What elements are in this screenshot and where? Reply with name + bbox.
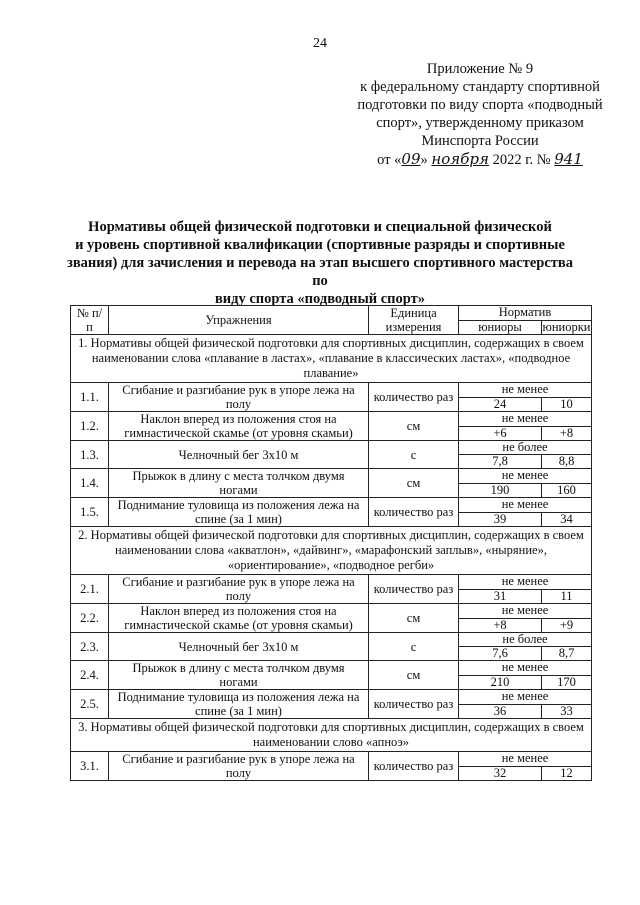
criterion: не менее: [459, 604, 592, 619]
norms-table: [70, 305, 592, 781]
table-row: [71, 498, 592, 513]
value-juniors-m: 31: [459, 589, 542, 604]
section-title: 1. Нормативы общей физической подготовки для спортивных дисциплин, содержащих в своем наименовании слова «плавание в ластах», «плавание в классических ластах», «подводное плавание»: [71, 335, 592, 383]
criterion: не более: [459, 441, 592, 455]
exercise-name: Челночный бег 3х10 м: [109, 441, 369, 469]
row-number: 2.1.: [71, 575, 109, 604]
appendix-line: подготовки по виду спорта «подводный: [357, 97, 603, 113]
handwritten-month: ноября: [431, 150, 489, 168]
value-juniors-f: +9: [542, 618, 592, 633]
exercise-name: Наклон вперед из положения стоя на гимнастической скамье (от уровня скамьи): [109, 412, 369, 441]
criterion: не менее: [459, 383, 592, 398]
unit: количество раз: [369, 383, 459, 412]
date-day-suffix: »: [420, 152, 428, 168]
row-number: 1.1.: [71, 383, 109, 412]
value-juniors-m: 32: [459, 766, 542, 781]
value-juniors-f: 8,8: [542, 455, 592, 469]
value-juniors-f: 33: [542, 704, 592, 719]
value-juniors-m: 24: [459, 397, 542, 412]
value-juniors-m: 7,6: [459, 647, 542, 661]
criterion: не менее: [459, 412, 592, 427]
table-row: [71, 752, 592, 767]
page-number: 24: [313, 36, 327, 51]
table-header-row: [71, 306, 592, 321]
unit: количество раз: [369, 752, 459, 781]
unit: см: [369, 661, 459, 690]
value-juniors-f: 8,7: [542, 647, 592, 661]
row-number: 2.2.: [71, 604, 109, 633]
value-juniors-m: 190: [459, 483, 542, 498]
row-number: 3.1.: [71, 752, 109, 781]
criterion: не менее: [459, 661, 592, 676]
unit: количество раз: [369, 498, 459, 527]
value-juniors-f: 12: [542, 766, 592, 781]
header-exercise: Упражнения: [109, 306, 369, 335]
date-year: 2022 г. №: [492, 152, 551, 168]
unit: количество раз: [369, 690, 459, 719]
value-juniors-f: 34: [542, 512, 592, 527]
section-header-row: [71, 527, 592, 575]
value-juniors-m: 210: [459, 675, 542, 690]
exercise-name: Поднимание туловища из положения лежа на спине (за 1 мин): [109, 498, 369, 527]
header-num: № п/п: [71, 306, 109, 335]
criterion: не более: [459, 633, 592, 647]
section-title: 2. Нормативы общей физической подготовки для спортивных дисциплин, содержащих в своем наименовании слова «акватлон», «дайвинг», «марафонский заплыв», «ныряние», «ориентирование», «подводное регби»: [71, 527, 592, 575]
appendix-line: Минспорта России: [421, 133, 539, 149]
exercise-name: Прыжок в длину с места толчком двумя ногами: [109, 469, 369, 498]
exercise-name: Поднимание туловища из положения лежа на спине (за 1 мин): [109, 690, 369, 719]
row-number: 2.3.: [71, 633, 109, 661]
appendix-line: к федеральному стандарту спортивной: [360, 79, 600, 95]
table-row: [71, 690, 592, 705]
header-unit: Единица измерения: [369, 306, 459, 335]
value-juniors-m: 36: [459, 704, 542, 719]
header-juniors-f: юниорки: [542, 319, 591, 334]
criterion: не менее: [459, 752, 592, 767]
criterion: не менее: [459, 690, 592, 705]
value-juniors-m: 39: [459, 512, 542, 527]
value-juniors-f: 11: [542, 589, 592, 604]
table-row: [71, 661, 592, 676]
unit: с: [369, 441, 459, 469]
row-number: 1.2.: [71, 412, 109, 441]
unit: см: [369, 604, 459, 633]
header-norm: Норматив: [459, 306, 592, 321]
row-number: 2.5.: [71, 690, 109, 719]
title-line: и уровень спортивной квалификации (спортивные разряды и спортивные: [75, 237, 565, 253]
exercise-name: Сгибание и разгибание рук в упоре лежа на полу: [109, 752, 369, 781]
header-juniors-m: юниоры: [459, 320, 542, 335]
value-juniors-m: +6: [459, 426, 542, 441]
unit: см: [369, 469, 459, 498]
row-number: 2.4.: [71, 661, 109, 690]
table-row: [71, 633, 592, 647]
section-header-row: [71, 335, 592, 383]
row-number: 1.4.: [71, 469, 109, 498]
criterion: не менее: [459, 575, 592, 590]
appendix-header: [340, 60, 620, 169]
value-juniors-m: 7,8: [459, 455, 542, 469]
criterion: не менее: [459, 498, 592, 513]
exercise-name: Наклон вперед из положения стоя на гимнастической скамье (от уровня скамьи): [109, 604, 369, 633]
section-title: 3. Нормативы общей физической подготовки для спортивных дисциплин, содержащих в своем наименовании слово «апноэ»: [71, 719, 592, 752]
unit: с: [369, 633, 459, 661]
value-juniors-f: 170: [542, 675, 592, 690]
appendix-line: спорт», утвержденному приказом: [376, 115, 584, 131]
date-prefix: от «: [377, 152, 402, 168]
unit: см: [369, 412, 459, 441]
title-line: виду спорта «подводный спорт»: [214, 291, 426, 307]
value-juniors-f: +8: [542, 426, 592, 441]
handwritten-order-number: 941: [554, 150, 583, 168]
table-row: [71, 412, 592, 427]
table-row: [71, 575, 592, 590]
value-juniors-m: +8: [459, 618, 542, 633]
row-number: 1.3.: [71, 441, 109, 469]
section-header-row: [71, 719, 592, 752]
criterion: не менее: [459, 469, 592, 484]
exercise-name: Сгибание и разгибание рук в упоре лежа на полу: [109, 383, 369, 412]
exercise-name: Сгибание и разгибание рук в упоре лежа на полу: [109, 575, 369, 604]
table-row: [71, 604, 592, 619]
row-number: 1.5.: [71, 498, 109, 527]
table-row: [71, 441, 592, 455]
value-juniors-f: 160: [542, 483, 592, 498]
appendix-line: Приложение № 9: [426, 61, 534, 77]
title-line: звания) для зачисления и перевода на этап высшего спортивного мастерства по: [67, 255, 573, 289]
appendix-date-line: [340, 150, 620, 169]
document-title: [60, 218, 580, 308]
table-row: [71, 469, 592, 484]
exercise-name: Челночный бег 3х10 м: [109, 633, 369, 661]
table-row: [71, 383, 592, 398]
title-line: Нормативы общей физической подготовки и специальной физической: [88, 219, 552, 235]
handwritten-day: 09: [401, 150, 421, 168]
value-juniors-f: 10: [542, 397, 592, 412]
exercise-name: Прыжок в длину с места толчком двумя ногами: [109, 661, 369, 690]
unit: количество раз: [369, 575, 459, 604]
